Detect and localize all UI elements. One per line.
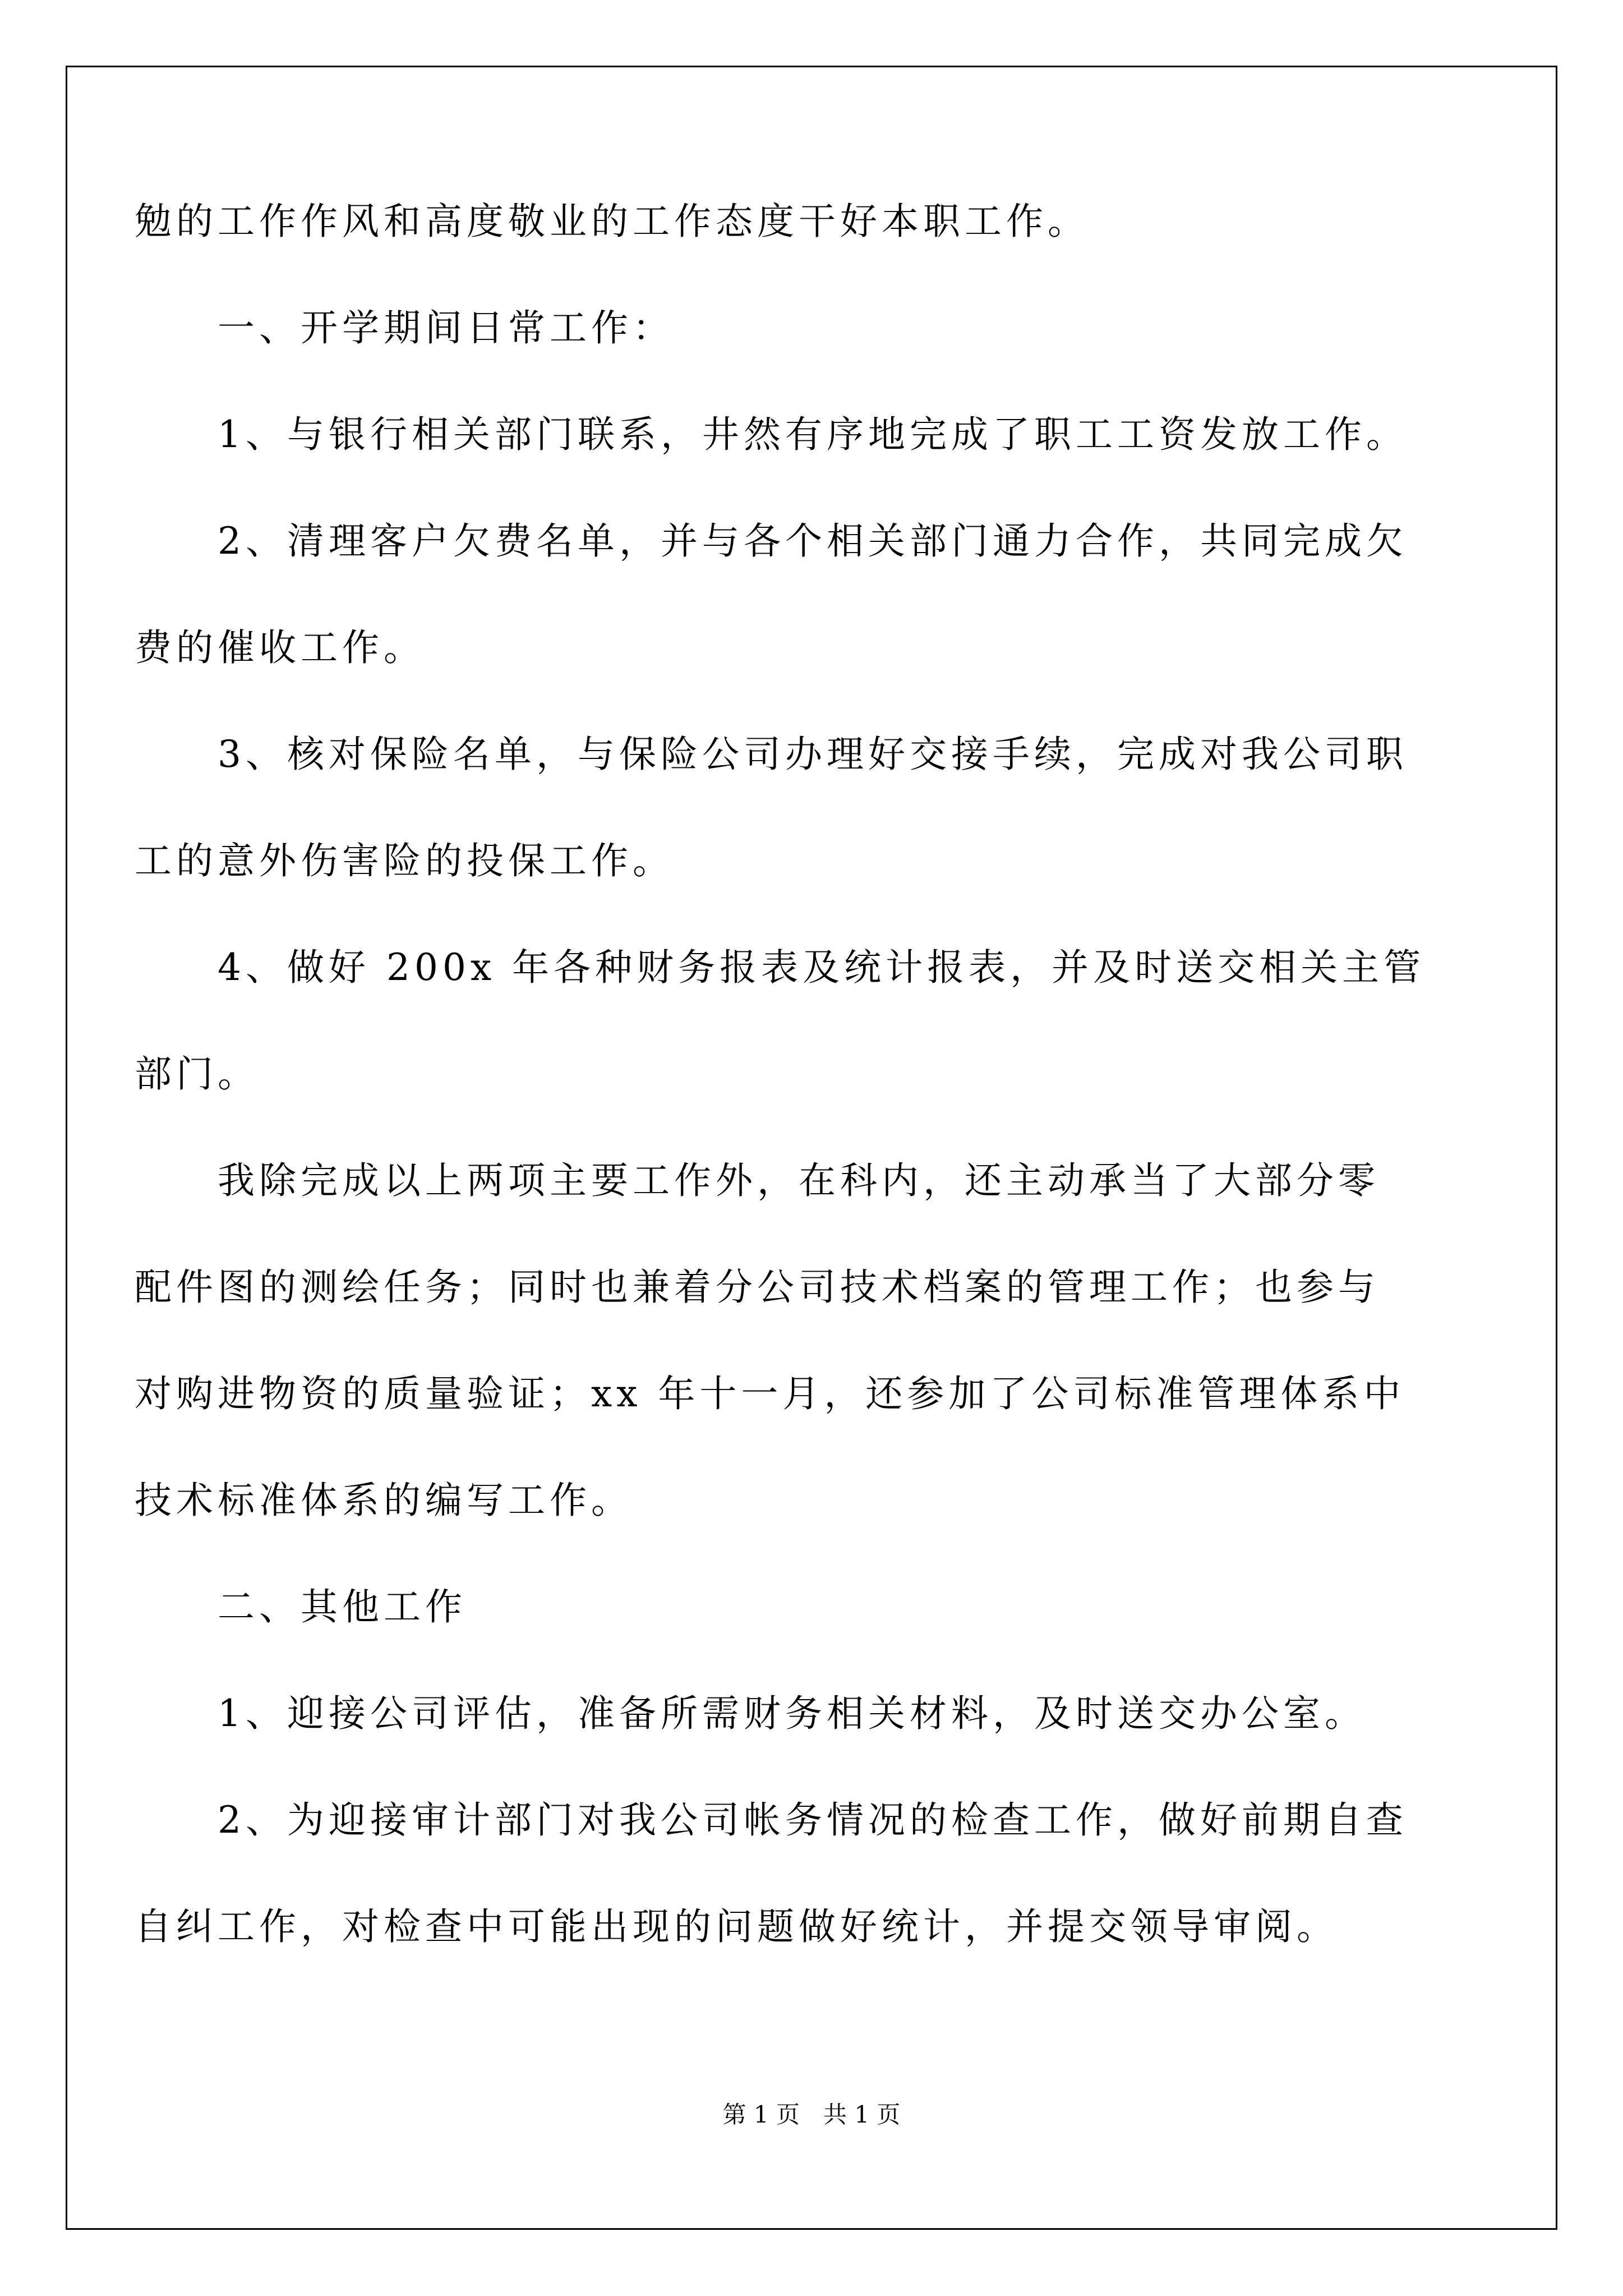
text-line: 我除完成以上两项主要工作外，在科内，还主动承当了大部分零 (218, 1159, 1380, 1202)
text-line: 费的催收工作。 (135, 626, 425, 669)
text-line: 1、迎接公司评估，准备所需财务相关材料，及时送交办公室。 (218, 1692, 1366, 1735)
text-line: 1、与银行相关部门联系，井然有序地完成了职工工资发放工作。 (218, 413, 1408, 456)
text-line: 4、做好 200x 年各种财务报表及统计报表，并及时送交相关主管 (218, 946, 1426, 989)
text-line: 对购进物资的质量验证；xx 年十一月，还参加了公司标准管理体系中 (135, 1372, 1405, 1415)
text-line: 部门。 (135, 1052, 259, 1096)
text-line: 工的意外伤害险的投保工作。 (135, 839, 674, 882)
text-line: 配件图的测绘任务；同时也兼着分公司技术档案的管理工作；也参与 (135, 1266, 1380, 1309)
text-line: 勉的工作作风和高度敬业的工作态度干好本职工作。 (135, 200, 1089, 243)
page-number-footer: 第 1 页 共 1 页 (722, 2101, 901, 2128)
text-line: 2、为迎接审计部门对我公司帐务情况的检查工作，做好前期自查 (218, 1798, 1408, 1842)
text-line: 3、核对保险名单，与保险公司办理好交接手续，完成对我公司职 (218, 733, 1408, 776)
text-line: 2、清理客户欠费名单，并与各个相关部门通力合作，共同完成欠 (218, 519, 1408, 563)
document-body (135, 168, 1436, 1980)
section-heading: 二、其他工作 (218, 1585, 467, 1628)
text-line: 自纠工作，对检查中可能出现的问题做好统计，并提交领导审阅。 (135, 1905, 1338, 1948)
text-line: 技术标准体系的编写工作。 (135, 1479, 633, 1522)
section-heading: 一、开学期间日常工作： (218, 306, 674, 349)
